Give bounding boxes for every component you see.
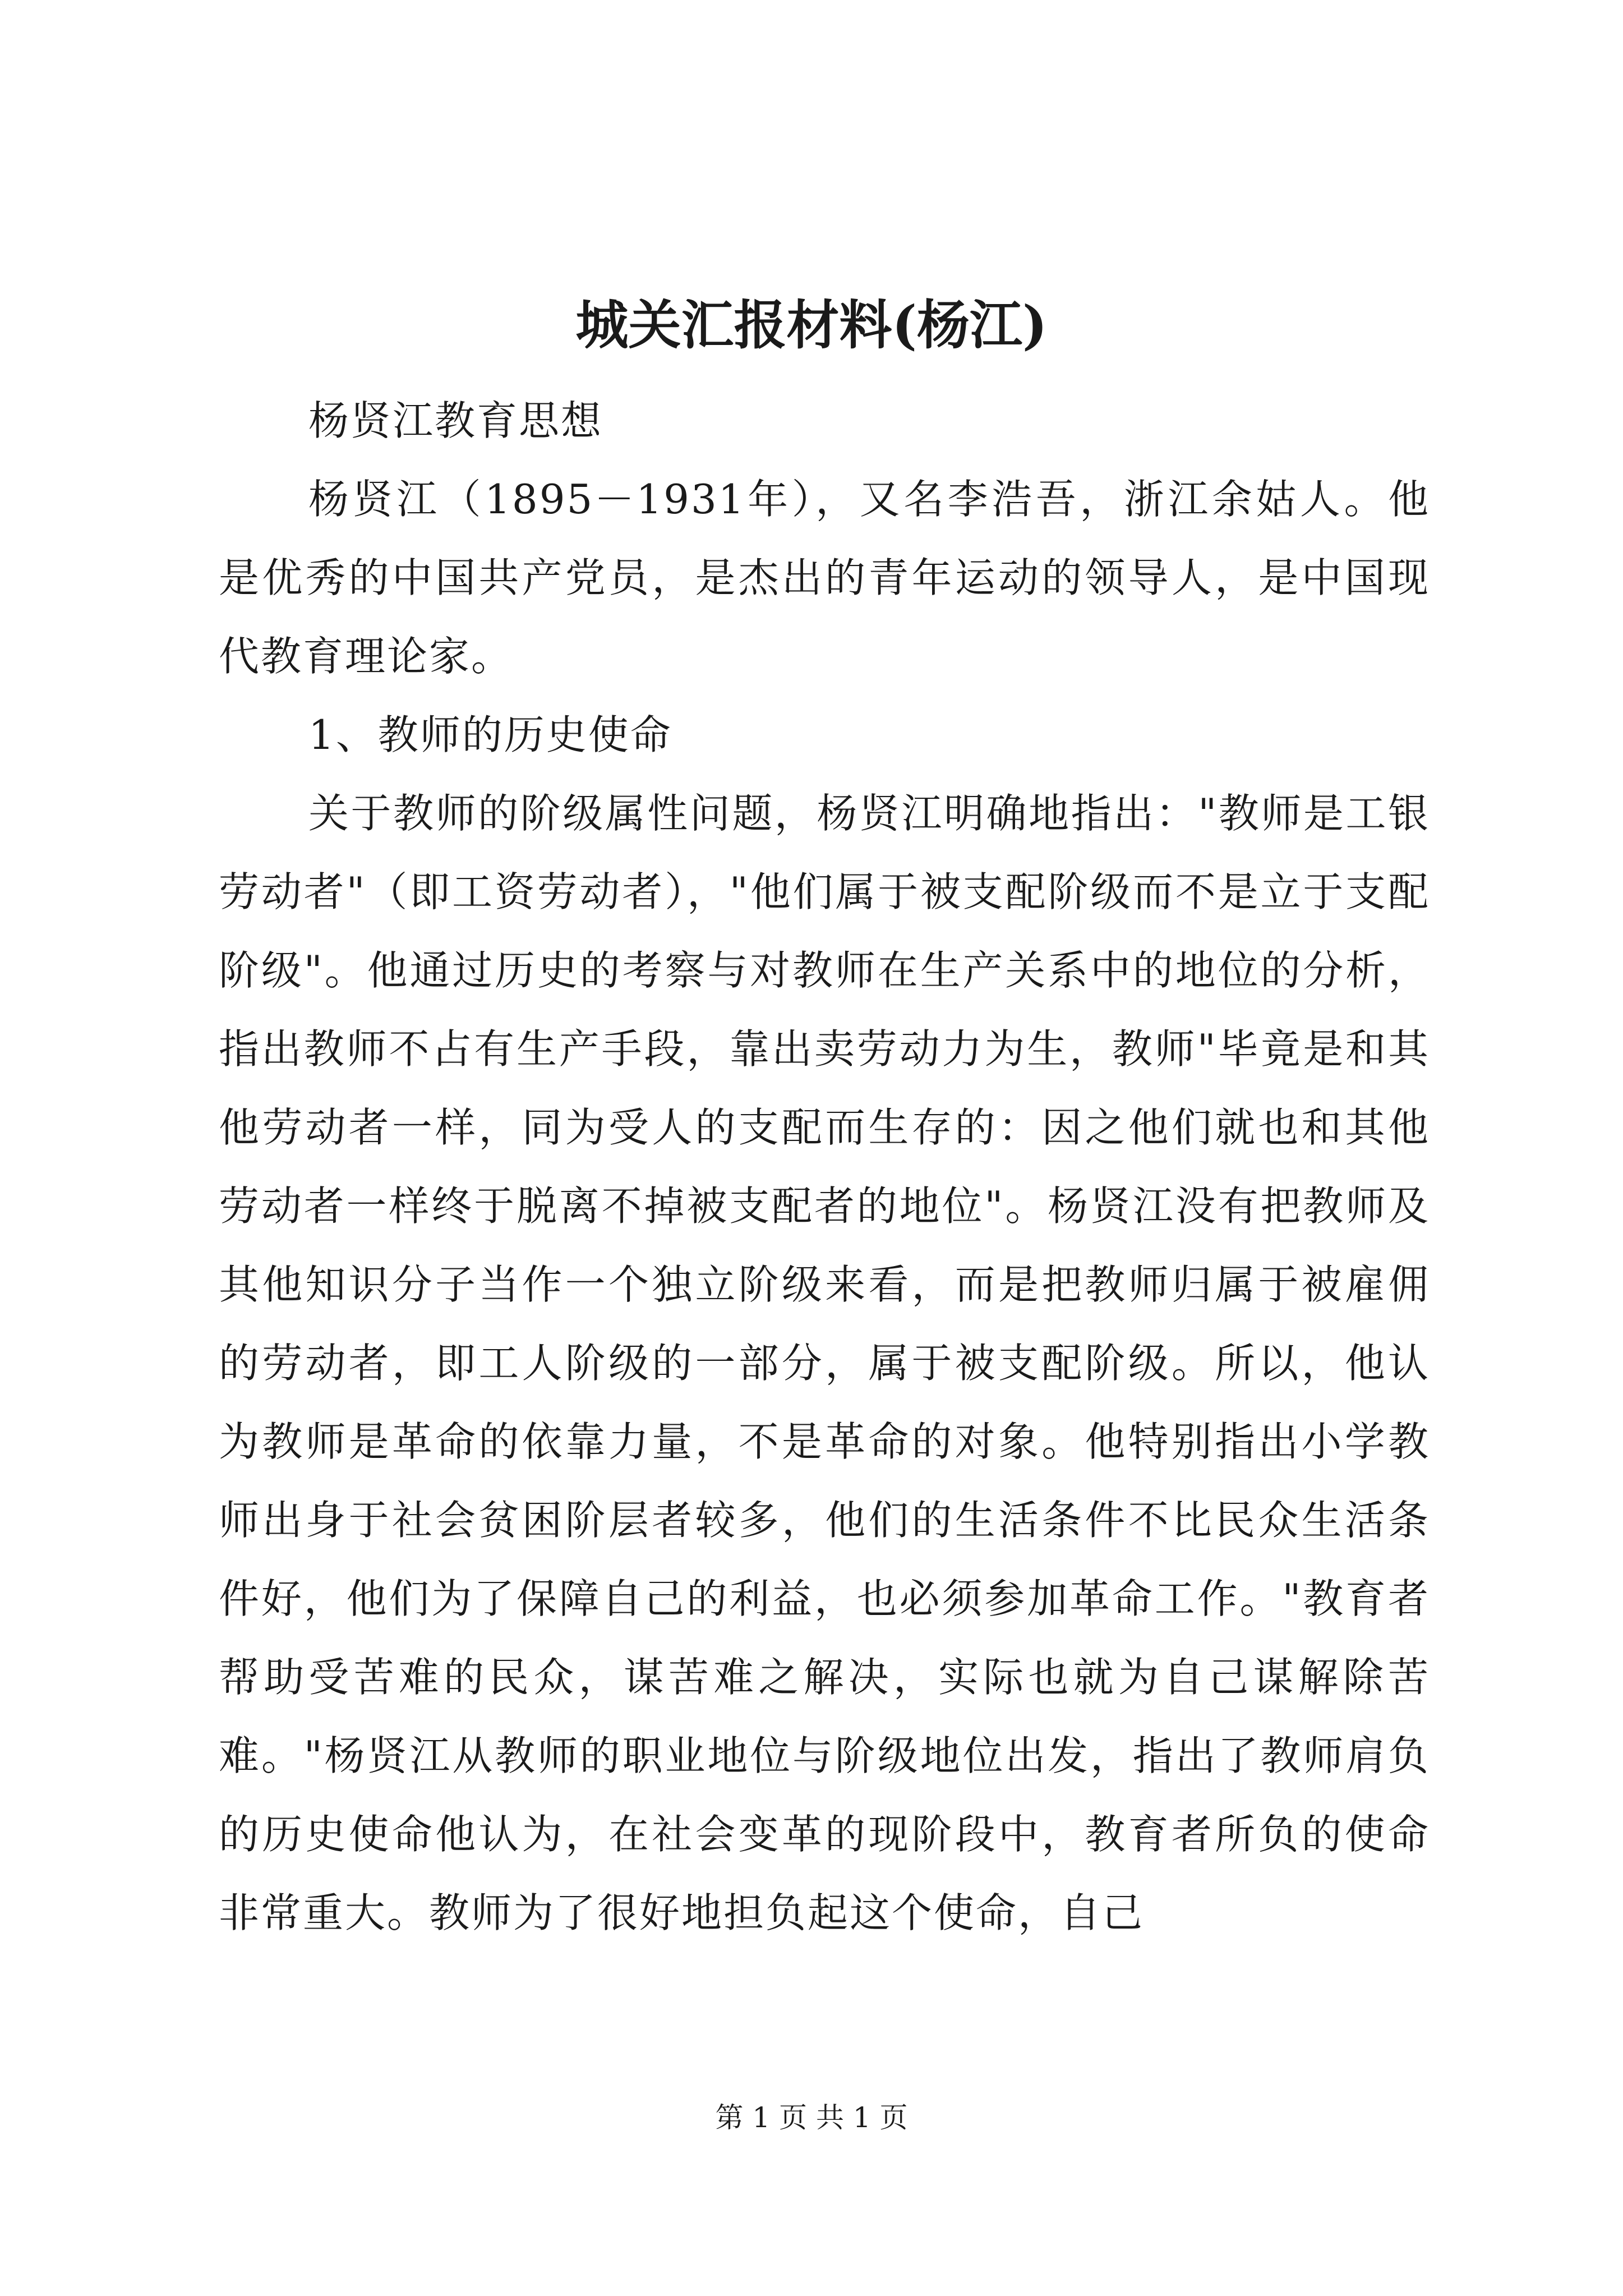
page-footer: 第 1 页 共 1 页 (715, 2101, 908, 2134)
section-heading: 杨贤江教育思想 (308, 397, 603, 444)
body-paragraph: 关于教师的阶级属性问题，杨贤江明确地指出："教师是工银劳动者"（即工资劳动者），"他们属于被支配阶级而不是立于支配阶级"。他通过历史的考察与对教师在生产关系中的地位的分析，指出教师不占有生产手段，靠出卖劳动力为生，教师"毕竟是和其他劳动者一样，同为受人的支配而生存的：因之他们就也和其他劳动者一样终于脱离不掉被支配者的地位"。杨贤江没有把教师及其他知识分子当作一个独立阶级来看，而是把教师归属于被雇佣的劳动者，即工人阶级的一部分，属于被支配阶级。所以，他认为教师是革命的依靠力量，不是革命的对象。他特别指出小学教师出身于社会贫困阶层者较多，他们的生活条件不比民众生活条件好，他们为了保障自己的利益，也必须参加革命工作。"教育者帮助受苦难的民众，谋苦难之解决，实际也就为自己谋解除苦难。"杨贤江从教师的职业地位与阶级地位出发，指出了教师肩负的历史使命他认为，在社会变革的现阶段中，教育者所负的使命非常重大。教师为了很好地担负起这个使命，自己 (219, 790, 1430, 1936)
document-body (219, 381, 1430, 1952)
intro-paragraph: 杨贤江（1895－1931年），又名李浩吾，浙江余姑人。他是优秀的中国共产党员，是杰出的青年运动的领导人，是中国现代教育理论家。 (219, 476, 1430, 680)
document-title: 城关汇报材料(杨江) (575, 295, 1048, 356)
subsection-heading: 1、教师的历史使命 (308, 711, 672, 758)
